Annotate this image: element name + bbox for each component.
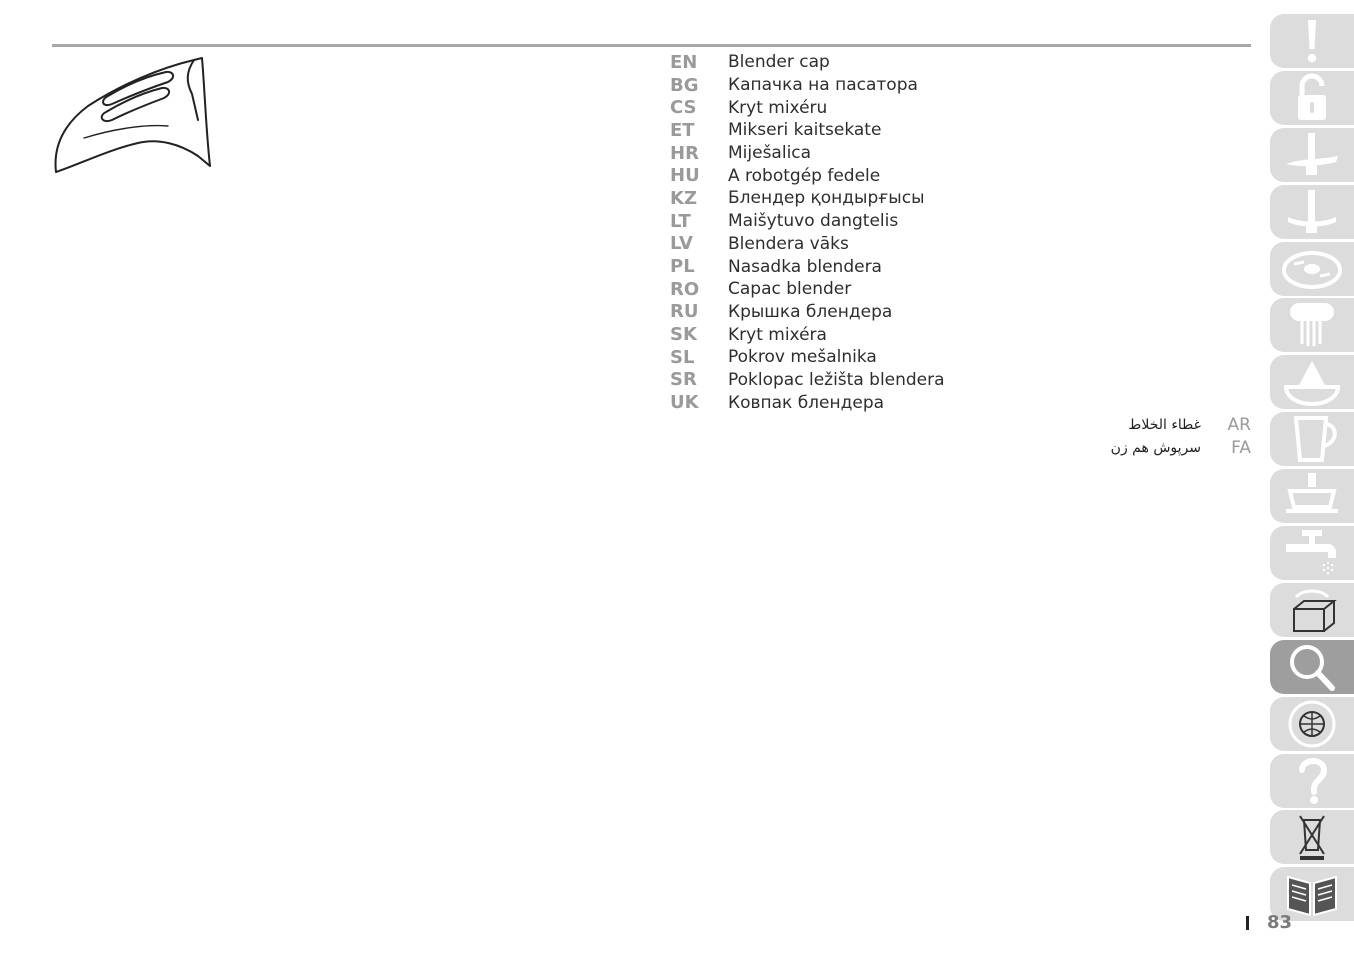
page-number: 83 (1267, 912, 1293, 933)
section-tab-sidebar (1270, 14, 1354, 924)
tab-help[interactable] (1270, 754, 1354, 808)
translation-text: Miješalica (728, 143, 812, 164)
question-mark-icon (1280, 756, 1344, 806)
tab-cleaning[interactable] (1270, 526, 1354, 580)
translation-text: Poklopac ležišta blendera (728, 369, 945, 390)
language-code: AR (1227, 414, 1251, 435)
unlocked-padlock-icon (1280, 73, 1344, 123)
tab-important[interactable] (1270, 14, 1354, 68)
translation-row (670, 369, 945, 392)
language-code: ET (670, 119, 695, 141)
translation-text: Blendera vāks (728, 233, 849, 254)
tab-jug[interactable] (1270, 412, 1354, 466)
rtl-translation-list (1111, 413, 1251, 459)
juicer-icon (1280, 471, 1344, 521)
translation-row (670, 255, 945, 278)
language-code: HU (670, 165, 700, 187)
language-code: SL (670, 346, 695, 368)
tab-citrus-press[interactable] (1270, 355, 1354, 409)
exclamation-icon (1280, 16, 1344, 66)
page-footer (1246, 912, 1292, 933)
dough-blade-icon (1280, 187, 1344, 237)
translation-row (670, 391, 945, 414)
tab-dough-blade[interactable] (1270, 185, 1354, 239)
translation-text: Блендер қондырғысы (728, 188, 925, 209)
translation-row (670, 233, 945, 256)
top-rule (52, 44, 1251, 47)
language-code: RO (670, 278, 700, 300)
translation-text: Capac blender (728, 279, 852, 300)
translation-row (670, 301, 945, 324)
blender-cap-drawing (50, 54, 216, 180)
tab-environment[interactable] (1270, 810, 1354, 864)
translation-row (670, 119, 945, 142)
disc-icon (1280, 244, 1344, 294)
translation-row (1111, 436, 1251, 459)
language-code: SK (670, 324, 697, 346)
language-code: CS (670, 97, 697, 119)
translation-row (670, 346, 945, 369)
translation-text: Maišytuvo dangtelis (728, 211, 899, 232)
language-code: PL (670, 256, 695, 278)
translation-row (670, 51, 945, 74)
tab-whisk[interactable] (1270, 298, 1354, 352)
translation-text: غطاء الخلاط (1128, 416, 1201, 433)
language-code: SR (670, 369, 697, 391)
jug-icon (1280, 414, 1344, 464)
tab-disc[interactable] (1270, 242, 1354, 296)
translation-row (670, 164, 945, 187)
translation-list (670, 51, 945, 414)
translation-text: سرپوش هم زن (1110, 439, 1201, 456)
translation-text: Blender cap (728, 52, 830, 73)
tab-storage[interactable] (1270, 583, 1354, 637)
translation-text: Nasadka blendera (728, 256, 882, 277)
knife-blade-icon (1280, 130, 1344, 180)
language-code: FA (1231, 437, 1251, 458)
language-code: HR (670, 142, 699, 164)
tab-knife-blade[interactable] (1270, 128, 1354, 182)
translation-text: Капачка на пасатора (728, 75, 918, 96)
translation-text: Kryt mixéra (728, 324, 827, 345)
translation-row (670, 278, 945, 301)
language-code: KZ (670, 187, 697, 209)
translation-text: Pokrov mešalnika (728, 347, 877, 368)
language-code: EN (670, 51, 698, 73)
translation-text: A robotgép fedele (728, 165, 881, 186)
whisk-icon (1280, 300, 1344, 350)
tab-before-first-use[interactable] (1270, 71, 1354, 125)
language-code: UK (670, 392, 699, 414)
language-code: LT (670, 210, 691, 232)
translation-text: Ковпак блендера (728, 392, 885, 413)
storage-box-icon (1280, 585, 1344, 635)
crossed-bin-icon (1280, 812, 1344, 862)
tab-troubleshooting[interactable] (1270, 640, 1354, 694)
globe-guarantee-icon (1280, 699, 1344, 749)
translation-row (670, 210, 945, 233)
tab-guarantee[interactable] (1270, 697, 1354, 751)
language-code: LV (670, 233, 693, 255)
translation-row (670, 187, 945, 210)
translation-row (670, 74, 945, 97)
language-code: RU (670, 301, 699, 323)
tab-juicer[interactable] (1270, 469, 1354, 523)
translation-text: Крышка блендера (728, 301, 893, 322)
translation-text: Kryt mixéru (728, 97, 828, 118)
translation-row (670, 323, 945, 346)
translation-row (670, 142, 945, 165)
citrus-press-icon (1280, 357, 1344, 407)
language-code: BG (670, 74, 699, 96)
translation-text: Mikseri kaitsekate (728, 120, 882, 141)
translation-row (1111, 413, 1251, 436)
page-marker (1246, 916, 1249, 930)
magnifier-icon (1280, 642, 1344, 692)
translation-row (670, 96, 945, 119)
tap-cleaning-icon (1280, 528, 1344, 578)
